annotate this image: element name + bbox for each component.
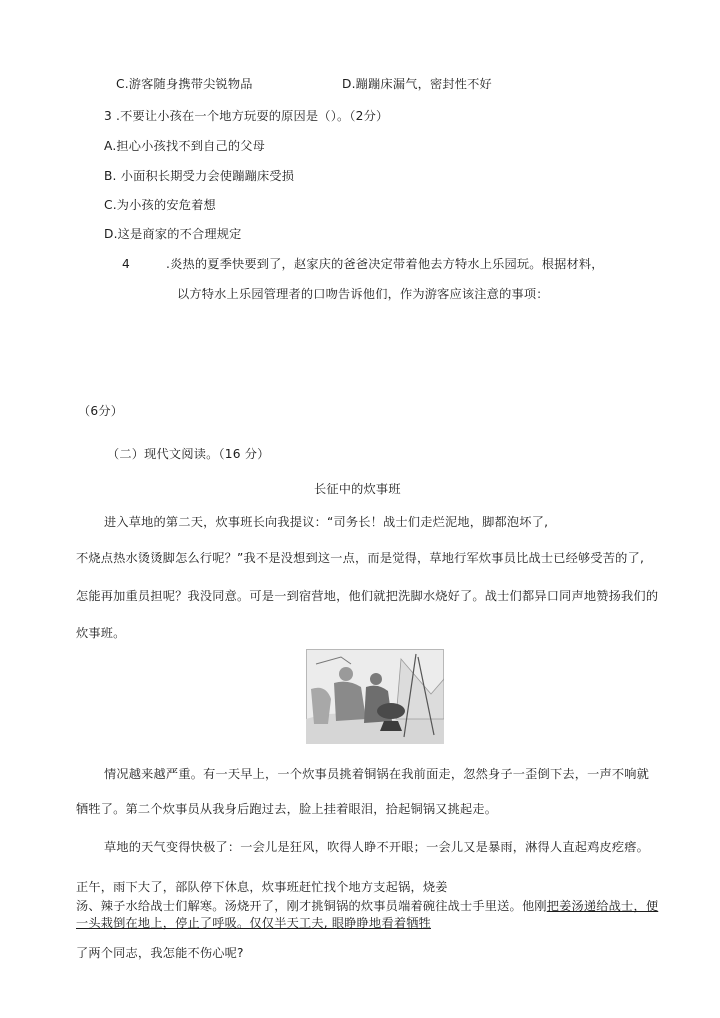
passage-p3-line1: 草地的天气变得快极了：一会儿是狂风，吹得人睁不开眼；一会儿又是暴雨，淋得人直起鸡皮疙瘩。 (104, 840, 650, 854)
passage-p2-line2: 牺牲了。第二个炊事员从我身后跑过去，脸上挂着眼泪，拾起铜锅又挑起走。 (76, 802, 498, 816)
passage-p4-line2 (76, 898, 658, 914)
q4-score: （6分） (78, 404, 124, 418)
illustration-cooks (306, 649, 444, 744)
q4-line-2: 以方特水上乐园管理者的口吻告诉他们，作为游客应该注意的事项： (177, 287, 549, 301)
passage-p2-line1: 情况越来越严重。有一天早上，一个炊事员挑着铜锅在我前面走，忽然身子一歪倒下去，一声不响就 (104, 767, 650, 781)
passage-p4-line2-text: 汤、辣子水给战士们解寒。汤烧开了，刚才挑铜锅的炊事员端着碗往战士手里送。他刚 (76, 899, 547, 913)
q3-option-c: C.为小孩的安危着想 (104, 198, 216, 212)
passage-p4-line4: 了两个同志，我怎能不伤心呢? (76, 946, 244, 960)
q4-number: 4 (122, 257, 130, 271)
q3-stem: 3 .不要让小孩在一个地方玩耍的原因是（）。（2分） (104, 109, 389, 123)
q4-line-1: .炎热的夏季快要到了，赵家庆的爸爸决定带着他去方特水上乐园玩。根据材料， (166, 257, 604, 271)
passage-p4-line3-text: 一头栽倒在地上，停止了呼吸。仅仅半天工夫, 眼睁睁地看着牺牲 (76, 916, 431, 930)
q3-option-d: D.这是商家的不合理规定 (104, 227, 242, 241)
q3-option-b: B. 小面积长期受力会使蹦蹦床受损 (104, 169, 295, 183)
passage-p1-line3: 怎能再加重员担呢？我没同意。可是一到宿营地，他们就把洗脚水烧好了。战士们都异口同声地赞扬我们的 (76, 589, 659, 603)
q2-option-c: C.游客随身携带尖锐物品 (116, 77, 253, 91)
passage-p1-line2: 不烧点热水烫烫脚怎么行呢？”我不是没想到这一点，而是觉得，草地行军炊事员比战士已经够受苦的了, (76, 551, 645, 565)
section-heading: （二）现代文阅读。（16 分） (107, 447, 270, 461)
passage-p1-line4: 炊事班。 (76, 626, 126, 640)
q2-option-d: D.蹦蹦床漏气，密封性不好 (342, 77, 492, 91)
passage-p4-line3 (76, 915, 431, 931)
passage-title: 长征中的炊事班 (314, 482, 401, 496)
passage-p4-line1: 正午，雨下大了，部队停下休息，炊事班赶忙找个地方支起锅，烧姜 (76, 880, 448, 894)
passage-p1-line1: 进入草地的第二天，炊事班长向我提议：“司务长！战士们走烂泥地，脚都泡坏了, (104, 515, 549, 529)
q3-option-a: A.担心小孩找不到自己的父母 (104, 139, 266, 153)
passage-p4-underlined: 把姜汤递给战士，便 (546, 899, 659, 913)
